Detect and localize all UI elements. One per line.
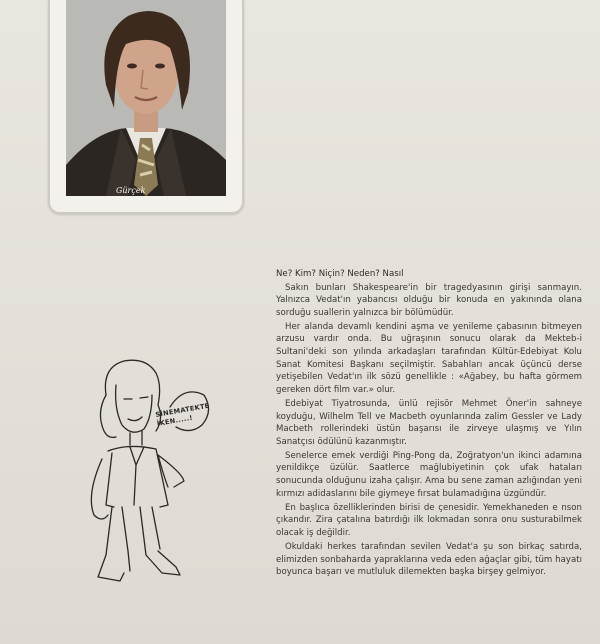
article-paragraph: Edebiyat Tiyatrosunda, ünlü rejisör Mehmet Öner'in sahneye koyduğu, Wilhelm Tell ve Macbeth oyunlarında zalim Gessler ve Lady Macbeth rollerindeki üstün başarısı ile zirveye ulaşmış ve Yılın Sanatçısı ödülünü kazanmıştır. [276,398,582,447]
article-paragraph: En başlıca özelliklerinden birisi de çenesidir. Yemekhaneden e nson çıkandır. Zira çatalına batırdığı ilk lokmadan sonra onu susturabilmek olacak iş değildir. [276,502,582,538]
portrait-photo [66,0,226,196]
portrait-card [48,0,244,214]
caricature-drawing [72,355,212,595]
speech-bubble-text: SİNEMATEKTE İKEN.....! [154,401,211,428]
photo-signature: Gürçek [116,186,146,195]
article-paragraph: Senelerce emek verdiği Ping-Pong da, Zoğratyon'un ikinci adamına yenildikçe üzülür. Saatlerce mağlubiyetinin çok ufak hataları sonucunda olduğunu izaha çalışır. Ama bu sene zaman azlığından yeni kırmızı adidaslarını bile giymeye fırsat bulamadığına üzgündür. [276,450,582,499]
article-text [276,268,582,580]
article-heading: Ne? Kim? Niçin? Neden? Nasıl [276,269,404,279]
article-paragraph: Sakın bunları Shakespeare'in bir tragedyasının girişi sanmayın. Yalnızca Vedat'ın yabancısı olduğu bir konuda en yakınında olana sorduğu suallerin yalnızca bir bölümüdür. [276,282,582,318]
article-paragraph: Okuldaki herkes tarafından sevilen Vedat'a şu son birkaç satırda, elimizden sonbaharda yapraklarına veda eden ağaçlar gibi, tüm hayatı boyunca başarı ve mutluluk dilemekten başka birşey gelmiyor. [276,541,582,578]
article-paragraph: Her alanda devamlı kendini aşma ve yenileme çabasının bitmeyen arzusu vardır onda. Bu uğraşının sonucu olarak da Mekteb-i Sultani'deki son yılında arkadaşları tarafından Kültür-Edebiyat Kolu Sanat Komitesi Başkanı seçilmiştir. Sabahları ancak üçüncü derse yetişebilen Vedat'ın ilk sözü genellikle : «Ağabey, bu hafta görmem gereken dört film var.» olur. [276,321,582,395]
